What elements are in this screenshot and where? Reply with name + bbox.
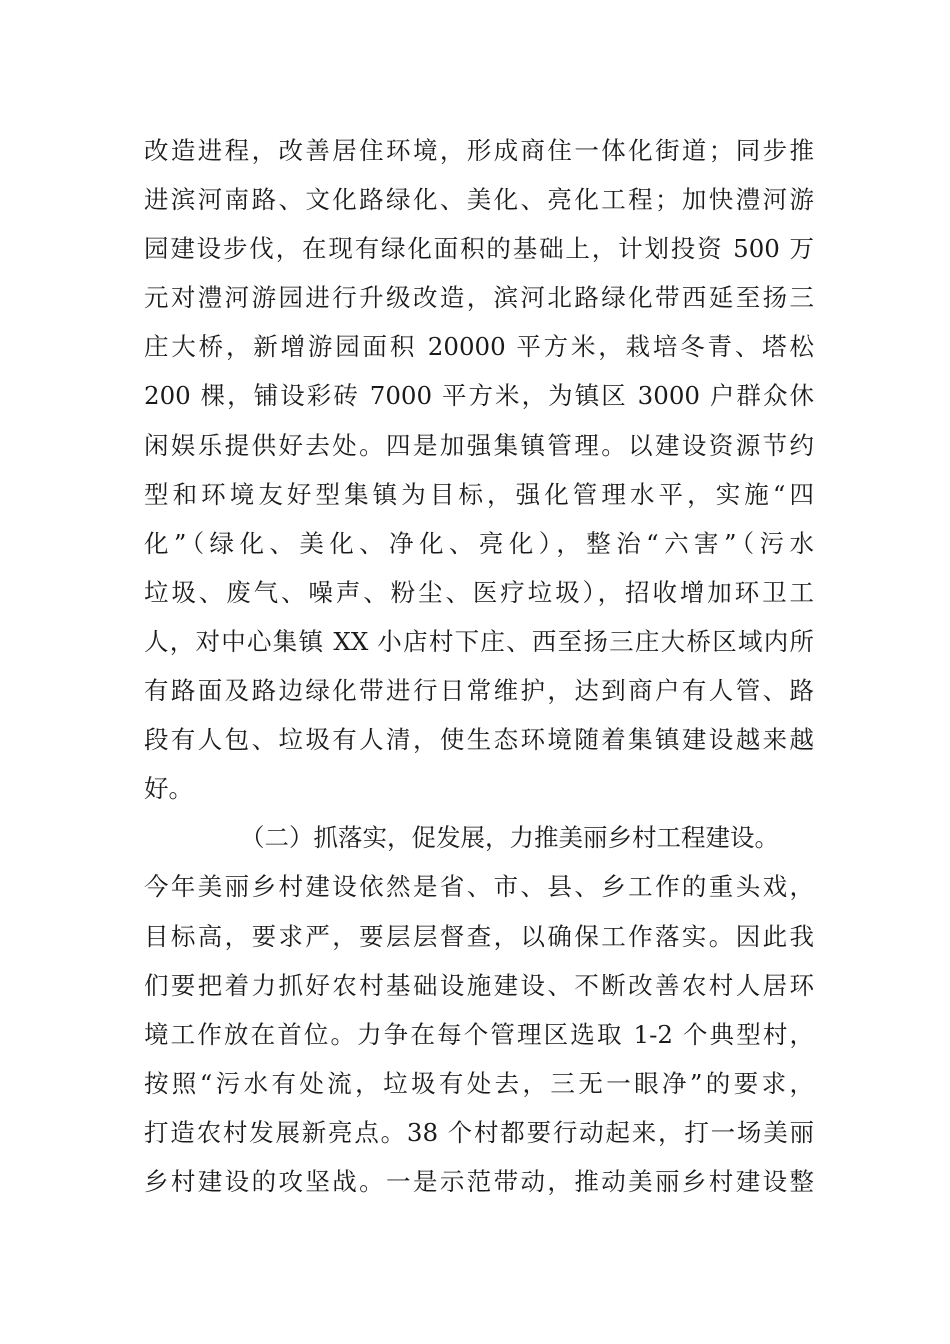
text-line: 垃圾、废气、噪声、粉尘、医疗垃圾），招收增加环卫工 [144, 577, 814, 607]
text-line: 化”（绿化、美化、净化、亮化），整治“六害”（污水 [144, 528, 814, 558]
text-line: 闲娱乐提供好去处。四是加强集镇管理。以建设资源节约 [144, 430, 814, 460]
text-line: 庄大桥，新增游园面积 20000 平方米，栽培冬青、塔松 [144, 332, 814, 362]
text-line: 段有人包、垃圾有人清，使生态环境随着集镇建设越来越 [144, 725, 814, 755]
text-line: 200 棵，铺设彩砖 7000 平方米，为镇区 3000 户群众休 [144, 381, 814, 411]
text-line: 园建设步伐，在现有绿化面积的基础上，计划投资 500 万 [144, 234, 814, 264]
text-line: 乡村建设的攻坚战。一是示范带动，推动美丽乡村建设整 [144, 1166, 814, 1196]
text-line: 境工作放在首位。力争在每个管理区选取 1-2 个典型村， [144, 1019, 814, 1049]
text-line: 今年美丽乡村建设依然是省、市、县、乡工作的重头戏， [144, 872, 814, 902]
text-line: 改造进程，改善居住环境，形成商住一体化街道；同步推 [144, 136, 814, 165]
text-line: 进滨河南路、文化路绿化、美化、亮化工程；加快澧河游 [144, 185, 814, 215]
body-text [144, 126, 814, 1206]
text-line: 好。 [144, 774, 193, 804]
text-line: 打造农村发展新亮点。38 个村都要行动起来，打一场美丽 [144, 1117, 814, 1147]
text-line: 型和环境友好型集镇为目标，强化管理水平，实施“四 [144, 479, 814, 509]
text-line: 人，对中心集镇 XX 小店村下庄、西至扬三庄大桥区域内所 [144, 626, 814, 656]
text-line: 按照“污水有处流，垃圾有处去，三无一眼净”的要求， [144, 1068, 814, 1098]
text-line: 目标高，要求严，要层层督查，以确保工作落实。因此我 [144, 921, 814, 951]
section-heading: （二）抓落实，促发展，力推美丽乡村工程建设。 [240, 823, 779, 853]
text-line: 们要把着力抓好农村基础设施建设、不断改善农村人居环 [144, 970, 814, 1000]
text-line: 元对澧河游园进行升级改造，滨河北路绿化带西延至扬三 [144, 283, 814, 313]
text-line: 有路面及路边绿化带进行日常维护，达到商户有人管、路 [144, 676, 814, 706]
